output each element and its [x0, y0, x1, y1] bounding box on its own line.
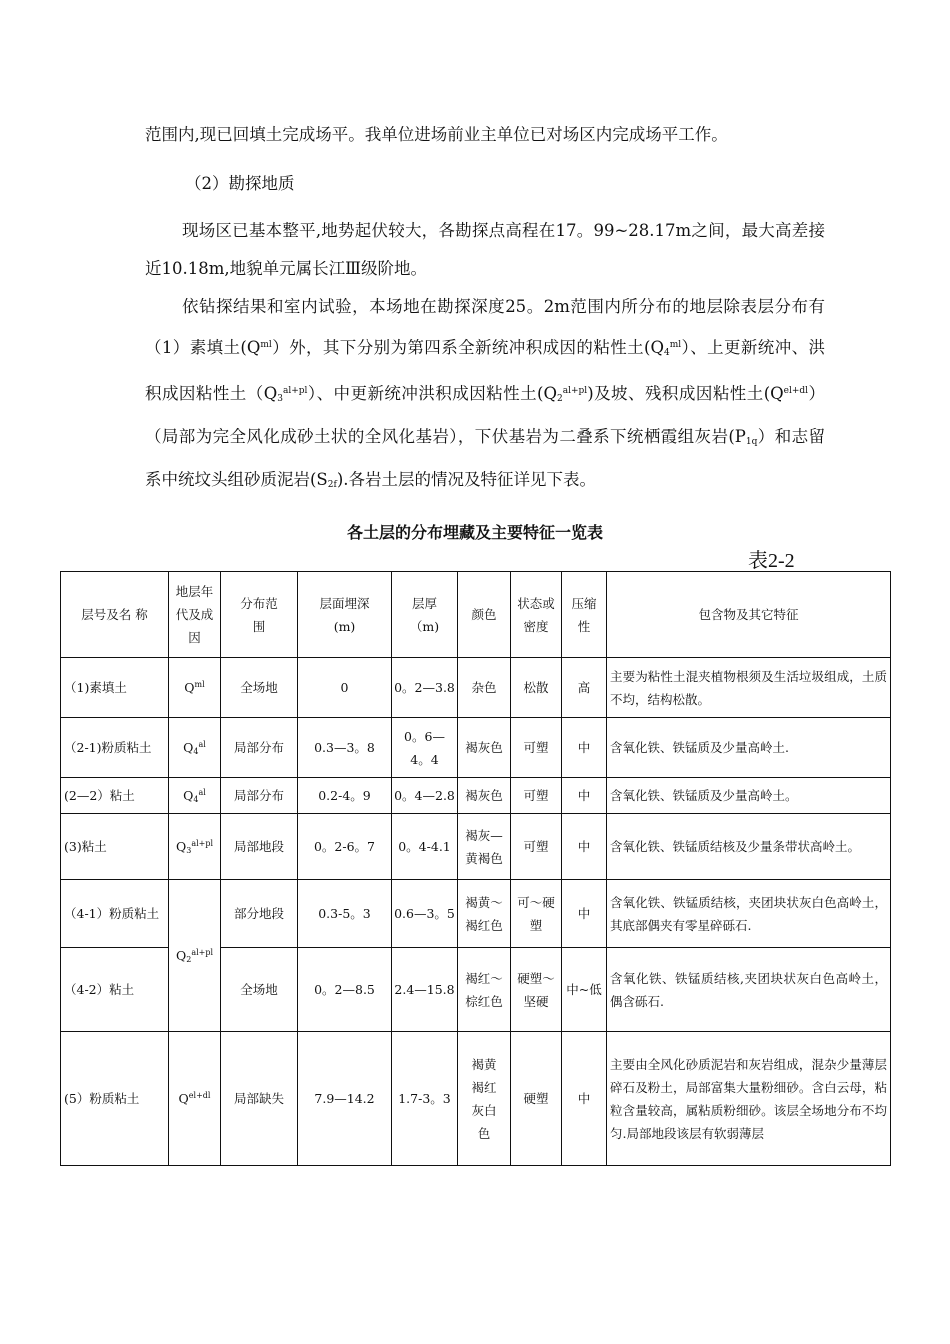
soil-layer-table [60, 571, 891, 1166]
age-sub: 4 [193, 746, 199, 756]
cell-range: 全场地 [221, 948, 298, 1032]
cell-state: 可～硬塑 [511, 880, 562, 948]
age-sup: el+dl [188, 1090, 211, 1100]
age-base: Q [178, 1090, 189, 1106]
header-color: 颜色 [458, 572, 511, 658]
table-row [61, 814, 891, 880]
cell-features: 含氧化铁、铁锰质及少量高岭土。 [607, 778, 891, 814]
cell-state: 可塑 [511, 718, 562, 778]
cell-features: 含氧化铁、铁锰质结核及少量条带状高岭土。 [607, 814, 891, 880]
cell-compress: 中 [562, 1032, 607, 1166]
header-state: 状态或密度 [511, 572, 562, 658]
age-sup: al [198, 739, 206, 749]
cell-color: 褐灰—黄褐色 [458, 814, 511, 880]
age-sup: al+pl [191, 838, 214, 848]
age-base: Q [184, 679, 195, 695]
strata-text: 依钻探结果和室内试验，本场地在勘探深度25。2m范围内所分布的地层除表层分布有（1）素填土(Q [145, 297, 825, 357]
cell-thickness: 0。4-4.1 [392, 814, 458, 880]
section-heading-survey-geology: （2）勘探地质 [185, 174, 295, 193]
cell-depth: 7.9—14.2 [298, 1032, 392, 1166]
cell-depth: 0.2-4。9 [298, 778, 392, 814]
cell-color: 褐黄褐红灰白色 [458, 1032, 511, 1166]
cell-range: 局部缺失 [221, 1032, 298, 1166]
table-row [61, 778, 891, 814]
cell-features: 含氧化铁、铁锰质结核,夹团块状灰白色高岭土，偶含砾石. [607, 948, 891, 1032]
cell-age [169, 814, 221, 880]
cell-thickness: 0。4—2.8 [392, 778, 458, 814]
strata-sup: ml [669, 340, 682, 350]
table-row [61, 880, 891, 948]
cell-color: 杂色 [458, 658, 511, 718]
strata-sup: al+pl [562, 386, 588, 396]
cell-compress: 中 [562, 718, 607, 778]
header-range: 分布范围 [221, 572, 298, 658]
strata-sup: al+pl [282, 386, 308, 396]
strata-text: ）外，其下分别为第四系全新统冲积成因的粘性土(Q [271, 338, 664, 357]
age-sup: ml [194, 679, 205, 689]
cell-color: 褐灰色 [458, 718, 511, 778]
cell-features: 含氧化铁、铁锰质及少量高岭土. [607, 718, 891, 778]
cell-thickness: 0.6—3。5 [392, 880, 458, 948]
cell-thickness: 1.7-3。3 [392, 1032, 458, 1166]
cell-compress: 中 [562, 778, 607, 814]
table-row [61, 658, 891, 718]
cell-range: 部分地段 [221, 880, 298, 948]
age-base: Q [175, 838, 187, 854]
cell-layer: (5）粉质粘土 [61, 1032, 169, 1166]
age-base: Q [183, 739, 194, 755]
cell-depth: 0。2—8.5 [298, 948, 392, 1032]
cell-state: 可塑 [511, 778, 562, 814]
age-sup: al [198, 787, 206, 797]
strata-text: ）、上更新统冲、洪积成因粘性土（Q [145, 338, 825, 403]
cell-features: 主要由全风化砂质泥岩和灰岩组成，混杂少量薄层碎石及粉土，局部富集大量粉细砂。含白云母，粘粒含量较高，属粘质粉细砂。该层全场地分布不均匀.局部地段该层有软弱薄层 [607, 1032, 891, 1166]
header-age: 地层年代及成因 [169, 572, 221, 658]
paragraph-strata [145, 288, 825, 504]
cell-layer: （4-2）粘土 [61, 948, 169, 1032]
cell-features: 主要为粘性土混夹植物根须及生活垃圾组成，土质不均，结构松散。 [607, 658, 891, 718]
cell-color: 褐黄～褐红色 [458, 880, 511, 948]
cell-thickness: 2.4—15.8 [392, 948, 458, 1032]
cell-depth: 0。2-6。7 [298, 814, 392, 880]
cell-depth: 0.3—3。8 [298, 718, 392, 778]
cell-range: 全场地 [221, 658, 298, 718]
cell-layer: （1)素填土 [61, 658, 169, 718]
cell-layer: (2—2）粘土 [61, 778, 169, 814]
paragraph-terrain: 现场区已基本整平,地势起伏较大，各勘探点高程在17。99~28.17m之间，最大高差接近10.18m,地貌单元属长江Ⅲ级阶地。 [145, 221, 825, 278]
age-sup: al+pl [191, 947, 214, 957]
age-base: Q [183, 787, 194, 803]
cell-range: 局部分布 [221, 778, 298, 814]
cell-compress: 高 [562, 658, 607, 718]
table-row [61, 718, 891, 778]
strata-sub: 2f [327, 480, 337, 490]
cell-color: 褐灰色 [458, 778, 511, 814]
cell-features: 含氧化铁、铁锰质结核，夹团块状灰白色高岭土，其底部偶夹有零星碎砾石. [607, 880, 891, 948]
cell-state: 硬塑 [511, 1032, 562, 1166]
strata-text: ）、中更新统冲洪积成因粘性土(Q [307, 384, 558, 403]
strata-text: ）和志留系中统坟头组砂质泥岩(S [145, 427, 826, 489]
cell-layer: (3)粘土 [61, 814, 169, 880]
paragraph-site-leveling: 范围内,现已回填土完成场平。我单位进场前业主单位已对场区内完成场平工作。 [145, 125, 728, 144]
cell-depth: 0 [298, 658, 392, 718]
strata-sub: 2 [557, 394, 563, 404]
strata-sub: 3 [277, 394, 283, 404]
strata-text: ）（局部为完全风化成砂土状的全风化基岩），下伏基岩为二叠系下统栖霞组灰岩(P [145, 384, 826, 446]
table-number: 表2-2 [748, 550, 795, 572]
strata-text: )及坡、残积成因粘性土(Q [587, 384, 784, 403]
strata-sup: ml [260, 340, 272, 350]
cell-age [169, 880, 221, 1032]
cell-layer: （2-1)粉质粘土 [61, 718, 169, 778]
cell-compress: 中 [562, 814, 607, 880]
cell-layer: （4-1）粉质粘土 [61, 880, 169, 948]
table-row [61, 1032, 891, 1166]
cell-compress: 中~低 [562, 948, 607, 1032]
cell-depth: 0.3-5。3 [298, 880, 392, 948]
strata-sub: 4 [663, 348, 670, 358]
table-header-row [61, 572, 891, 658]
age-sub: 4 [193, 794, 199, 804]
cell-state: 硬塑～坚硬 [511, 948, 562, 1032]
age-base: Q [175, 947, 187, 963]
strata-sup: el+dl [783, 386, 809, 396]
cell-color: 褐红～棕红色 [458, 948, 511, 1032]
cell-thickness: 0。6—4。4 [392, 718, 458, 778]
cell-age [169, 1032, 221, 1166]
age-sub: 3 [186, 845, 192, 855]
age-sub: 2 [186, 954, 192, 964]
cell-range: 局部分布 [221, 718, 298, 778]
cell-state: 可塑 [511, 814, 562, 880]
strata-text: ).各岩土层的情况及特征详见下表。 [336, 470, 596, 489]
header-thickness: 层厚（m) [392, 572, 458, 658]
cell-state: 松散 [511, 658, 562, 718]
cell-age [169, 658, 221, 718]
cell-compress: 中 [562, 880, 607, 948]
header-layer: 层号及名 称 [61, 572, 169, 658]
cell-thickness: 0。2—3.8 [392, 658, 458, 718]
cell-age [169, 778, 221, 814]
table-caption: 各土层的分布埋藏及主要特征一览表 [346, 523, 603, 542]
header-depth: 层面埋深(m) [298, 572, 392, 658]
cell-age [169, 718, 221, 778]
cell-range: 局部地段 [221, 814, 298, 880]
strata-sub: 1q [745, 437, 758, 447]
header-features: 包含物及其它特征 [607, 572, 891, 658]
header-compress: 压缩性 [562, 572, 607, 658]
